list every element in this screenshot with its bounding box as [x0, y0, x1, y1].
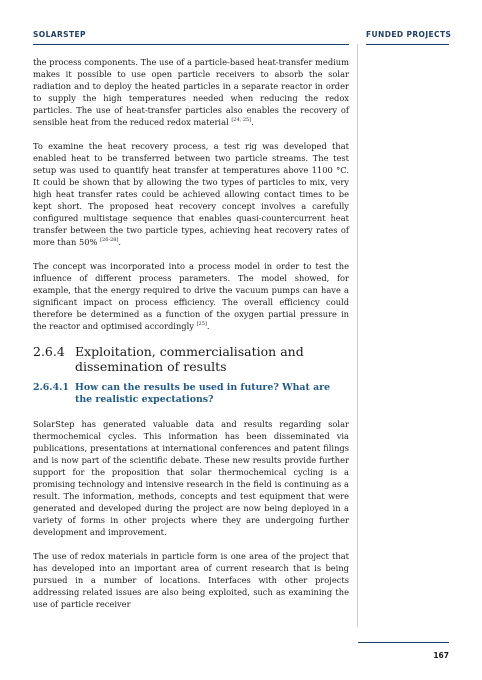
paragraph: SolarStep has generated valuable data and results regarding solar thermochemical cycles. This information has been disseminated via publications, presentations at international conferences and patent filings and is now part of the scientific debate. These new results provide further support for the proposition that solar thermochemical cycling is a promising technology and intensive research in the field is continuing as a result. The information, methods, concepts and test equipment that were generated and developed during the project are now being deployed in a variety of forms in other projects where they are undergoing further development and improvement. [33, 419, 349, 537]
paragraph: the process components. The use of a particle-based heat-transfer medium makes it possible to use open particle receivers to absorb the solar radiation and to deploy the heated particles in a separate reactor in order to supply the high temperatures needed when reducing the redox particles. The use of heat-transfer particles also enables the recovery of sensible heat from the reduced redox material [24, 25]. [33, 57, 349, 127]
page-number: 167 [433, 651, 449, 660]
section-number: 2.6.4 [33, 344, 65, 359]
main-content [33, 56, 349, 622]
citation: [24, 25] [231, 117, 252, 124]
footer-rule [358, 642, 449, 643]
header-rule-right [366, 44, 449, 45]
subsection-heading [33, 382, 349, 406]
section-heading [33, 344, 349, 374]
citation: [25] [196, 321, 207, 328]
paragraph: To examine the heat recovery process, a test rig was developed that enabled heat to be transferred between two particle streams. The test setup was used to quantify heat transfer at temperatures above 1100 °C. It could be shown that by allowing the two types of particles to mix, very high heat transfer rates could be achieved allowing contact times to be kept short. The proposed heat recovery concept involves a carefully configured multistage sequence that enables quasi-countercurrent heat transfer between the two particle types, achieving heat recovery rates of more than 50% [26-28]. [33, 141, 349, 247]
header-rule-left [33, 44, 349, 45]
section-title: Exploitation, commercialisation and dissemination of results [75, 344, 304, 374]
running-header-right: FUNDED PROJECTS [366, 30, 452, 39]
sidebar-divider [357, 44, 358, 627]
subsection-number: 2.6.4.1 [33, 382, 69, 393]
subsection-title: How can the results be used in future? What are the realistic expectations? [75, 382, 331, 405]
running-header-left: SOLARSTEP [33, 30, 86, 39]
paragraph: The use of redox materials in particle form is one area of the project that has developed into an important area of current research that is being pursued in a number of locations. Interfaces with other projects addressing related issues are also being exploited, such as examining the use of particle receiver [33, 551, 349, 609]
paragraph: The concept was incorporated into a process model in order to test the influence of different process parameters. The model showed, for example, that the energy required to drive the vacuum pumps can have a significant impact on process efficiency. The overall efficiency could therefore be determined as a function of the oxygen partial pressure in the reactor and optimised accordingly [25]. [33, 261, 349, 331]
citation: [26-28] [100, 237, 119, 244]
